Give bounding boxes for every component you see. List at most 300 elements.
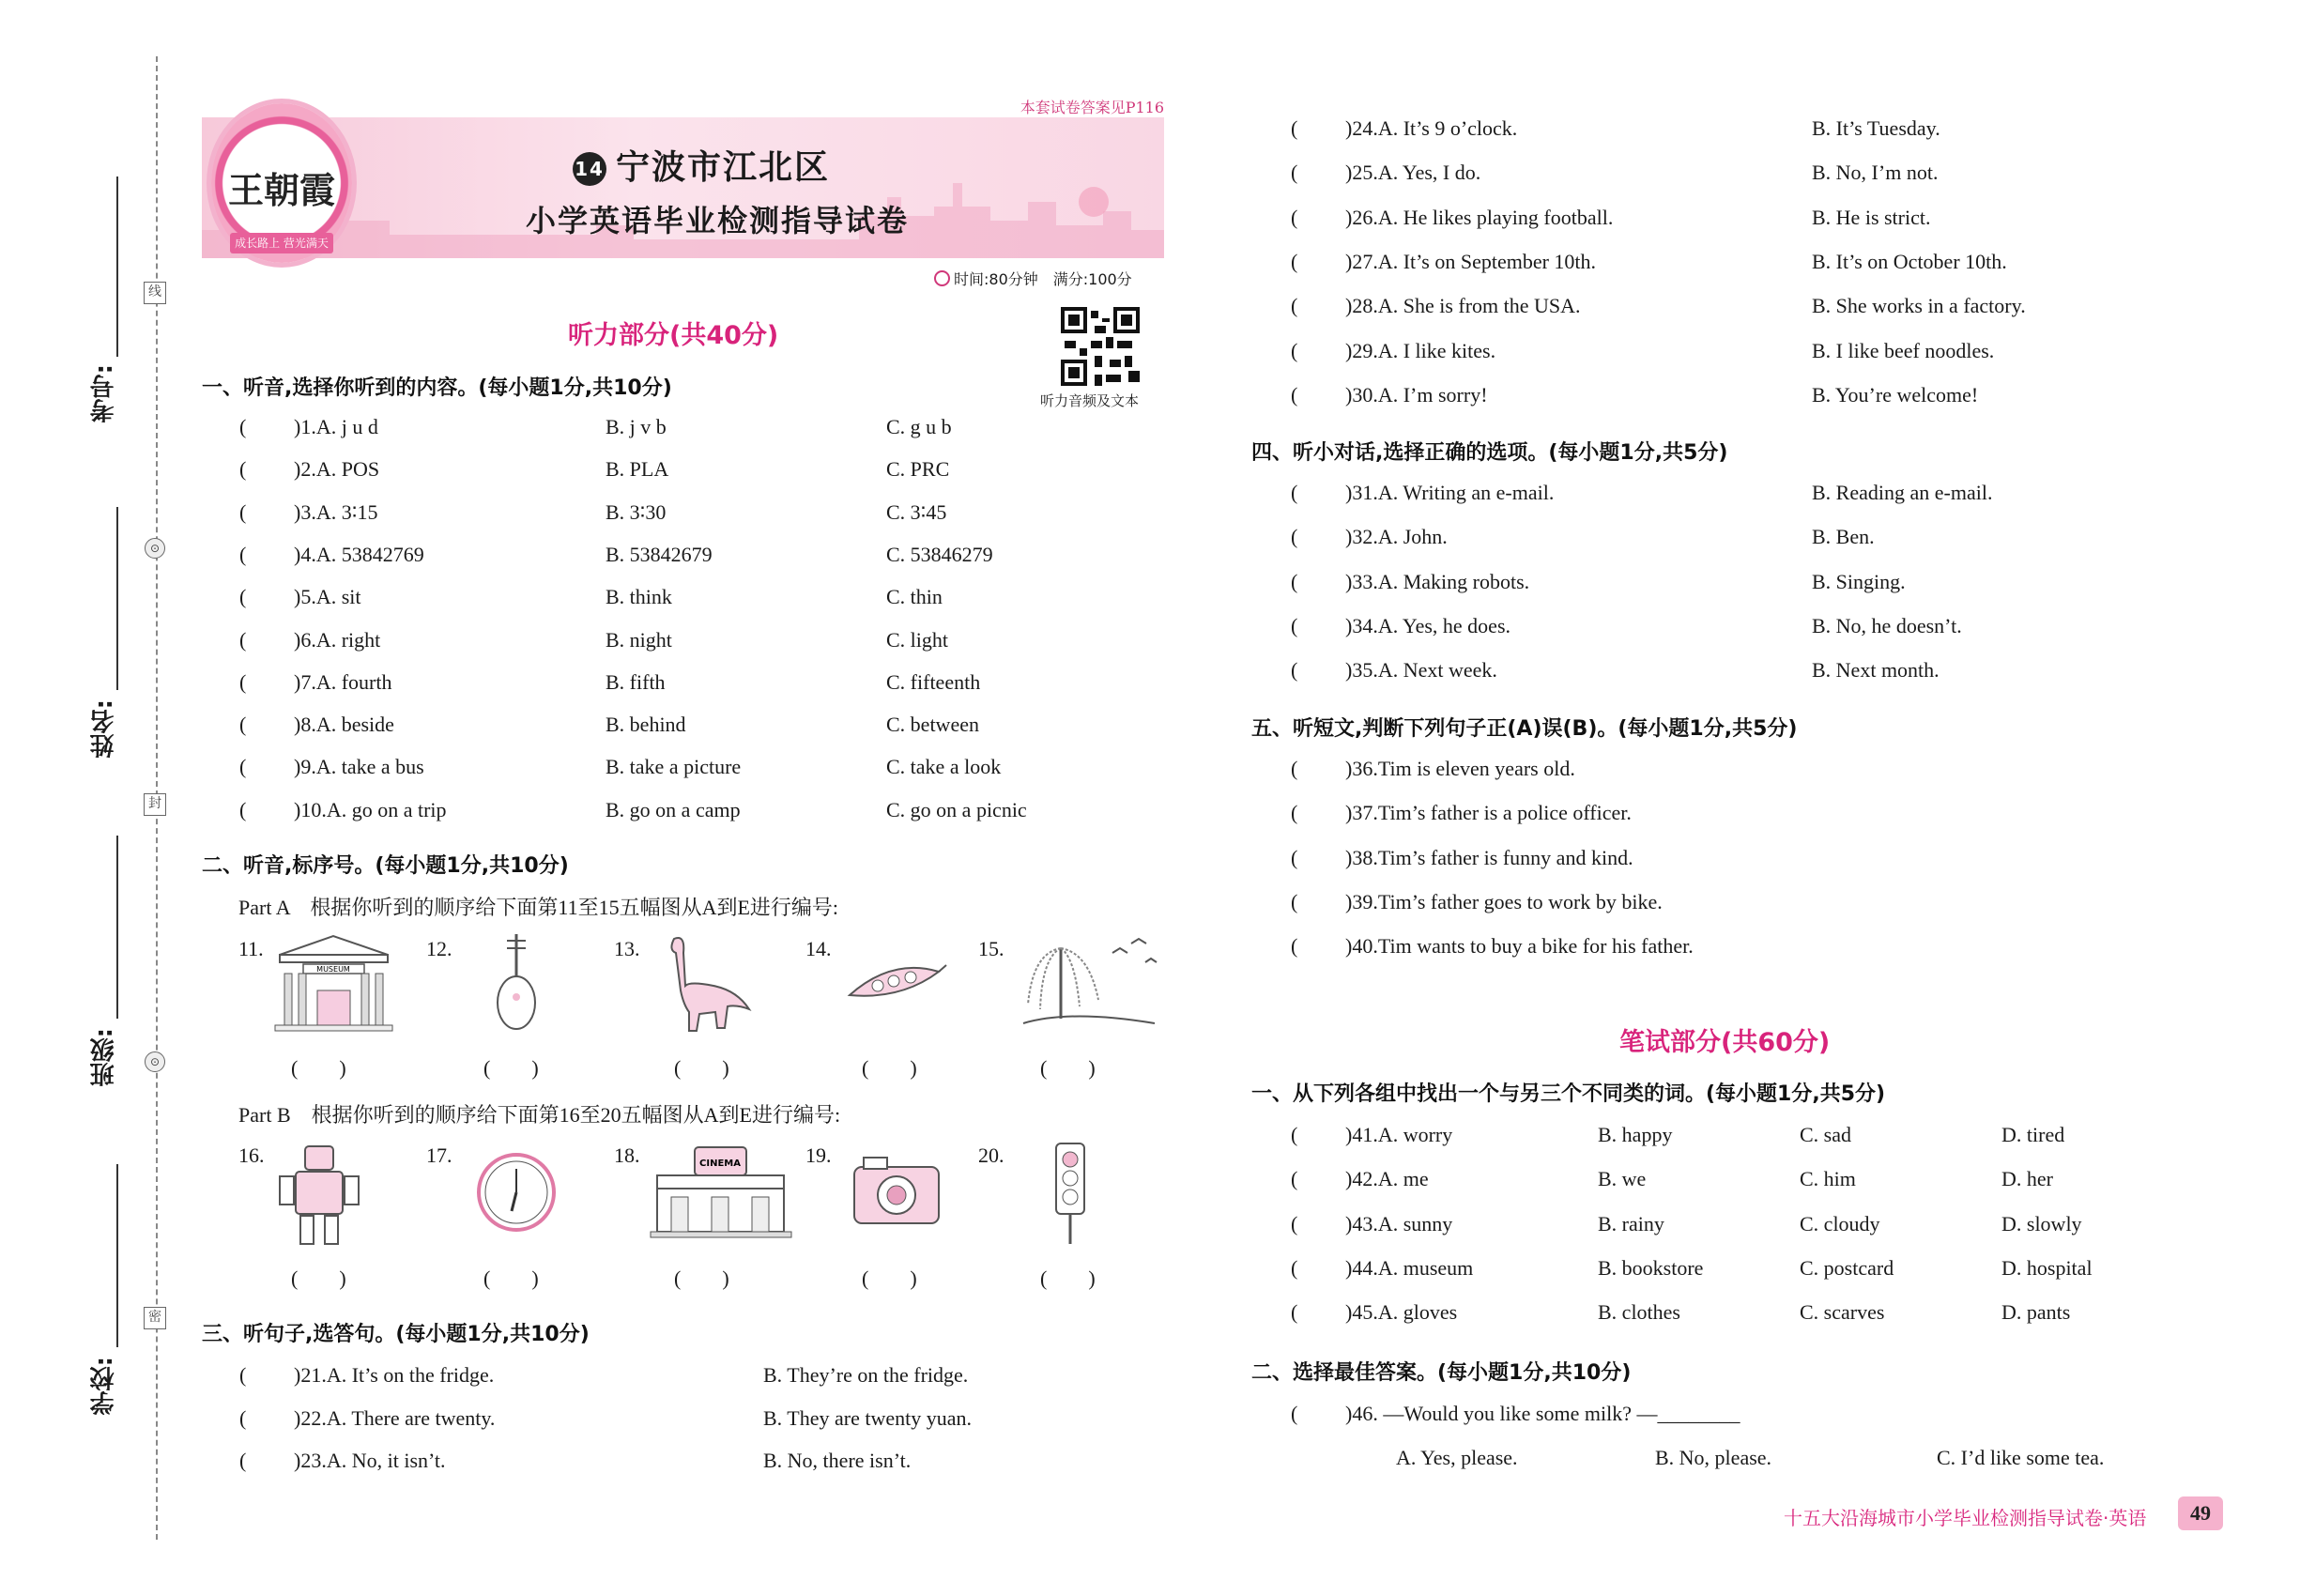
option-a: A. No, it isn’t.	[326, 1449, 446, 1472]
option-a: A. 53842769	[315, 542, 424, 566]
question-stem	[1345, 1123, 1452, 1147]
number-dot: .	[321, 1363, 327, 1387]
option-d: D. her	[2001, 1167, 2053, 1191]
number-dot: .	[311, 415, 316, 438]
paren-close: )	[1345, 569, 1353, 593]
number-dot: .	[1372, 934, 1378, 959]
paren-close: )	[1345, 294, 1353, 318]
question-number: 6	[300, 627, 312, 652]
answer-paren-open[interactable]: (	[239, 457, 247, 482]
answer-blank[interactable]: ( )	[291, 1266, 346, 1290]
pic-number: 13.	[614, 937, 640, 960]
question-number: 5	[300, 585, 312, 609]
option-c: C. thin	[886, 585, 943, 609]
answer-paren-open[interactable]: (	[1291, 116, 1298, 140]
option-b: B. clothes	[1598, 1300, 1680, 1325]
footer-text: 十五大沿海城市小学毕业检测指导试卷·英语	[1784, 1507, 2147, 1529]
listening-s4-title: 四、听小对话,选择正确的选项。(每小题1分,共5分)	[1251, 441, 1728, 465]
answer-paren-open[interactable]: (	[239, 1405, 247, 1430]
cinema-picture	[648, 1145, 793, 1239]
paren-close: )	[294, 499, 301, 524]
option-d: D. pants	[2001, 1300, 2071, 1325]
pic-number: 19.	[805, 1143, 832, 1167]
option-a: A. He likes playing football.	[1377, 205, 1614, 229]
paren-close: )	[294, 713, 301, 737]
answer-blank[interactable]: ( )	[483, 1266, 539, 1290]
question-stem	[294, 670, 391, 695]
question-stem	[1345, 1167, 1429, 1191]
traffic-light-picture	[1051, 1139, 1089, 1247]
option-a: Tim’s father is a police officer.	[1377, 801, 1632, 825]
option-c: C. him	[1800, 1167, 1856, 1191]
answer-blank[interactable]: ( )	[1040, 1266, 1096, 1290]
option-b: B. happy	[1598, 1123, 1673, 1146]
option-b: B. I like beef noodles.	[1812, 338, 1995, 362]
answer-paren-open[interactable]: (	[239, 542, 247, 566]
answer-paren-open[interactable]: (	[1291, 1211, 1298, 1235]
option-a: A. j u d	[315, 415, 378, 438]
answer-note: 本套试卷答案见P116	[1020, 99, 1164, 116]
paren-close: )	[1345, 934, 1353, 959]
answer-paren-open[interactable]: (	[1291, 161, 1298, 185]
number-dot: .	[1372, 205, 1378, 229]
number-dot: .	[1372, 1255, 1378, 1280]
name-line[interactable]	[116, 507, 118, 690]
camera-picture	[850, 1153, 943, 1228]
writing-s1-title: 一、从下列各组中找出一个与另三个不同类的词。(每小题1分,共5分)	[1251, 1082, 1886, 1106]
option-b: B. She works in a factory.	[1812, 294, 2026, 318]
number-dot: .	[311, 457, 316, 482]
question-stem	[1345, 614, 1510, 638]
question-number: 44	[1352, 1255, 1373, 1280]
paren-close: )	[1345, 525, 1353, 549]
paren-close: )	[294, 457, 301, 482]
option-c: C. postcard	[1800, 1255, 1894, 1280]
question-number: 31	[1352, 481, 1373, 504]
answer-blank[interactable]: ( )	[862, 1266, 917, 1290]
answer-paren-open[interactable]: (	[1291, 525, 1298, 549]
answer-paren-open[interactable]: (	[1291, 1402, 1298, 1425]
option-b: B. It’s Tuesday.	[1812, 116, 1940, 140]
answer-paren-open[interactable]: (	[1291, 338, 1298, 362]
question-number: 21	[300, 1363, 322, 1387]
number-dot: .	[1372, 1211, 1378, 1235]
time-info-text: 时间:80分钟 满分:100分	[954, 270, 1132, 288]
option-b: B. Next month.	[1812, 658, 1940, 683]
question-stem	[294, 713, 394, 737]
question-stem	[294, 628, 380, 652]
pic-number: 12.	[426, 937, 452, 960]
listening-s5-title: 五、听短文,判断下列句子正(A)误(B)。(每小题1分,共5分)	[1251, 717, 1798, 741]
logo-ribbon: 成长路上 营光满天	[230, 233, 333, 253]
option-c: C. scarves	[1800, 1300, 1885, 1325]
clock-icon	[934, 270, 950, 286]
number-dot: .	[1372, 845, 1378, 869]
number-dot: .	[1372, 613, 1378, 637]
question-number: 41	[1352, 1123, 1373, 1146]
answer-paren-open[interactable]: (	[1291, 382, 1298, 407]
writing-section-title: 笔试部分(共60分)	[1619, 1028, 1831, 1057]
answer-paren-open[interactable]: (	[1291, 569, 1298, 593]
option-a: A. There are twenty.	[326, 1405, 496, 1430]
answer-blank[interactable]: ( )	[483, 1056, 539, 1080]
listening-section-title: 听力部分(共40分)	[568, 321, 779, 350]
number-dot: .	[1372, 382, 1378, 407]
option-a: A. Writing an e-mail.	[1377, 481, 1555, 504]
dinosaur-picture	[648, 929, 756, 1037]
school-label: 学校:	[90, 1357, 118, 1416]
pipa-picture	[488, 929, 544, 1033]
answer-paren-open[interactable]: (	[239, 755, 247, 779]
number-dot: .	[1372, 801, 1378, 825]
option-a: A. Yes, I do.	[1377, 161, 1481, 185]
question-stem	[1345, 525, 1448, 549]
question-number: 36	[1352, 757, 1373, 780]
answer-paren-open[interactable]: (	[1291, 889, 1298, 913]
option-a: Tim’s father goes to work by bike.	[1377, 889, 1663, 913]
paren-close: )	[294, 1363, 301, 1387]
writing-s2-title: 二、选择最佳答案。(每小题1分,共10分)	[1251, 1361, 1632, 1385]
question-number: 40	[1352, 934, 1373, 959]
paren-close: )	[294, 1405, 301, 1430]
answer-paren-open[interactable]: (	[1291, 1300, 1298, 1325]
number-dot: .	[1372, 249, 1378, 273]
option-b: B. Reading an e-mail.	[1812, 481, 1993, 504]
number-dot: .	[1372, 161, 1378, 185]
answer-paren-open[interactable]: (	[1291, 1123, 1298, 1146]
listening-s1-title: 一、听音,选择你听到的内容。(每小题1分,共10分)	[202, 376, 672, 400]
question-stem	[1345, 934, 1694, 959]
page-number: 49	[2178, 1496, 2223, 1530]
school-line[interactable]	[116, 1164, 118, 1347]
number-dot: .	[1372, 1123, 1378, 1146]
exam-no-label: 考号:	[90, 364, 118, 423]
question-number: 29	[1352, 338, 1373, 362]
binding-hole: ⊙	[145, 1051, 165, 1072]
option-a: Tim wants to buy a bike for his father.	[1377, 934, 1694, 959]
question-stem	[1345, 757, 1575, 781]
page-title	[573, 141, 830, 189]
q46-option-c: C. I’d like some tea.	[1937, 1446, 2105, 1469]
option-d: D. hospital	[2001, 1255, 2093, 1280]
option-b: B. No, there isn’t.	[763, 1449, 912, 1472]
number-dot: .	[1372, 889, 1378, 913]
option-b: B. No, I’m not.	[1812, 161, 1939, 185]
option-a: A. Yes, he does.	[1377, 613, 1511, 637]
answer-paren-open[interactable]: (	[239, 713, 247, 737]
option-a: A. sunny	[1377, 1211, 1453, 1235]
question-number: 38	[1352, 845, 1373, 869]
question-number: 23	[300, 1449, 322, 1472]
number-dot: .	[1372, 481, 1378, 504]
option-c: C. go on a picnic	[886, 797, 1027, 821]
answer-paren-open[interactable]: (	[1291, 249, 1298, 273]
answer-blank[interactable]: ( )	[674, 1266, 729, 1290]
paren-close: )	[1345, 757, 1353, 780]
option-b: B. rainy	[1598, 1211, 1664, 1235]
question-stem	[294, 1406, 495, 1431]
museum-sign: MUSEUM	[316, 965, 350, 974]
question-stem	[1345, 481, 1554, 505]
option-a: A. go on a trip	[326, 797, 447, 821]
option-b: B. They are twenty yuan.	[763, 1405, 972, 1430]
number-dot: .	[1372, 1167, 1378, 1191]
option-b: B. 3∶30	[606, 499, 667, 524]
option-a: A. It’s on September 10th.	[1377, 249, 1597, 273]
paren-close: )	[294, 415, 301, 438]
option-a: A. beside	[315, 713, 394, 737]
question-stem	[294, 1449, 446, 1473]
question-number: 42	[1352, 1167, 1373, 1191]
q46-option-a: A. Yes, please.	[1396, 1446, 1518, 1469]
paren-close: )	[1345, 1255, 1353, 1280]
question-stem	[1345, 801, 1632, 825]
option-b: B. we	[1598, 1167, 1647, 1191]
question-stem	[1345, 1256, 1473, 1281]
answer-paren-open[interactable]: (	[1291, 1167, 1298, 1191]
question-number: 3	[300, 499, 312, 524]
option-b: B. go on a camp	[606, 797, 741, 821]
brand-logo	[211, 103, 352, 263]
answer-paren-open[interactable]: (	[1291, 801, 1298, 825]
option-a: A. POS	[315, 457, 380, 482]
option-a: A. worry	[1377, 1123, 1453, 1146]
number-dot: .	[311, 627, 316, 652]
paren-close: )	[1345, 1300, 1353, 1325]
question-number: 1	[300, 415, 312, 438]
paren-close: )	[1345, 1402, 1353, 1425]
binding-mark-mi: 密	[144, 1307, 166, 1329]
paren-close: )	[294, 755, 301, 779]
paren-close: )	[294, 585, 301, 609]
pic-number: 14.	[805, 937, 832, 960]
answer-paren-open[interactable]: (	[1291, 481, 1298, 504]
number-dot: .	[311, 755, 316, 779]
part-a-instruction: Part A 根据你听到的顺序给下面第11至15五幅图从A到E进行编号:	[238, 896, 839, 919]
question-stem	[1345, 1212, 1452, 1236]
page-subtitle: 小学英语毕业检测指导试卷	[526, 203, 910, 238]
question-stem	[294, 457, 379, 482]
answer-paren-open[interactable]: (	[239, 1449, 247, 1472]
question-stem	[1345, 161, 1480, 185]
question-stem	[294, 543, 424, 567]
option-a: A. gloves	[1377, 1300, 1458, 1325]
question-stem	[1345, 890, 1663, 914]
answer-paren-open[interactable]: (	[239, 585, 247, 609]
option-c: C. sad	[1800, 1123, 1851, 1146]
binding-hole: ⊙	[145, 538, 165, 559]
option-b: B. bookstore	[1598, 1255, 1704, 1280]
option-d: D. slowly	[2001, 1211, 2082, 1235]
class-label: 班级:	[90, 1028, 118, 1087]
qr-code-icon[interactable]	[1061, 307, 1140, 386]
option-a: Tim’s father is funny and kind.	[1377, 845, 1633, 869]
answer-paren-open[interactable]: (	[1291, 757, 1298, 780]
option-c: C. PRC	[886, 457, 950, 482]
question-number: 4	[300, 542, 312, 566]
question-number: 45	[1352, 1300, 1373, 1325]
option-b: B. 53842679	[606, 542, 713, 566]
robot-picture	[272, 1139, 366, 1251]
option-a: A. John.	[1377, 525, 1448, 549]
pic-number: 20.	[978, 1143, 1004, 1167]
question-number: 8	[300, 713, 312, 737]
option-a: A. Making robots.	[1377, 569, 1530, 593]
listening-s3-title: 三、听句子,选答句。(每小题1分,共10分)	[202, 1323, 590, 1346]
question-number: 27	[1352, 249, 1373, 273]
qr-caption: 听力音频及文本	[1040, 392, 1140, 409]
option-b: B. They’re on the fridge.	[763, 1363, 969, 1387]
paren-close: )	[1345, 338, 1353, 362]
answer-paren-open[interactable]: (	[239, 669, 247, 694]
option-c: C. 53846279	[886, 542, 993, 566]
logo-text: 王朝霞	[227, 169, 335, 211]
paren-close: )	[294, 797, 301, 821]
option-a: A. fourth	[315, 669, 392, 694]
option-b: B. j v b	[606, 415, 667, 438]
answer-paren-open[interactable]: (	[1291, 1255, 1298, 1280]
class-line[interactable]	[116, 836, 118, 1019]
question-stem	[1345, 206, 1613, 230]
paren-close: )	[294, 669, 301, 694]
number-dot: .	[1372, 1300, 1378, 1325]
paren-close: )	[1345, 845, 1353, 869]
option-c: C. light	[886, 627, 949, 652]
option-a: A. Next week.	[1377, 658, 1497, 683]
answer-blank[interactable]: ( )	[674, 1056, 729, 1080]
paren-close: )	[294, 627, 301, 652]
pic-number: 16.	[238, 1143, 265, 1167]
answer-paren-open[interactable]: (	[1291, 294, 1298, 318]
option-b: B. Singing.	[1812, 569, 1906, 593]
number-dot: .	[311, 542, 316, 566]
paren-close: )	[1345, 1167, 1353, 1191]
option-a: A. I like kites.	[1377, 338, 1496, 362]
question-stem	[294, 1363, 494, 1388]
peas-picture	[845, 958, 948, 1014]
question-number: 9	[300, 755, 312, 779]
paren-close: )	[1345, 658, 1353, 683]
binding-mark-feng: 封	[144, 793, 166, 816]
q46-question: 46. —Would you like some milk? —________	[1352, 1402, 1740, 1425]
question-number: 28	[1352, 294, 1373, 318]
binding-mark-xian: 线	[144, 282, 166, 304]
number-dot: .	[1372, 757, 1378, 780]
question-stem	[1345, 383, 1488, 407]
paren-close: )	[294, 542, 301, 566]
option-b: B. You’re welcome!	[1812, 382, 1979, 407]
answer-paren-open[interactable]: (	[239, 1363, 247, 1387]
answer-paren-open[interactable]: (	[1291, 845, 1298, 869]
paren-close: )	[1345, 382, 1353, 407]
option-b: B. He is strict.	[1812, 205, 1931, 229]
clock-picture	[474, 1150, 559, 1235]
answer-blank[interactable]: ( )	[1040, 1056, 1096, 1080]
answer-paren-open[interactable]: (	[239, 627, 247, 652]
answer-paren-open[interactable]: (	[1291, 613, 1298, 637]
answer-paren-open[interactable]: (	[239, 415, 247, 438]
question-number: 35	[1352, 658, 1373, 683]
time-info	[934, 268, 1132, 289]
paren-close: )	[1345, 801, 1353, 825]
question-number: 2	[300, 457, 312, 482]
option-b: B. take a picture	[606, 755, 742, 779]
question-number: 39	[1352, 889, 1373, 913]
answer-paren-open[interactable]: (	[1291, 205, 1298, 229]
paren-close: )	[1345, 116, 1353, 140]
paren-close: )	[1345, 613, 1353, 637]
part-b-instruction: Part B 根据你听到的顺序给下面第16至20五幅图从A到E进行编号:	[238, 1103, 841, 1127]
number-dot: .	[1372, 294, 1378, 318]
option-b: B. think	[606, 585, 672, 609]
number-dot: .	[1372, 525, 1378, 549]
question-stem	[1345, 1300, 1457, 1325]
question-stem	[1345, 250, 1596, 274]
number-dot: .	[1372, 338, 1378, 362]
option-c: C. cloudy	[1800, 1211, 1880, 1235]
answer-paren-open[interactable]: (	[239, 499, 247, 524]
option-a: A. I’m sorry!	[1377, 382, 1488, 407]
option-c: C. take a look	[886, 755, 1002, 779]
answer-paren-open[interactable]: (	[1291, 934, 1298, 959]
listening-s2-title: 二、听音,标序号。(每小题1分,共10分)	[202, 854, 569, 878]
option-a: A. me	[1377, 1167, 1429, 1191]
answer-blank[interactable]: ( )	[862, 1056, 917, 1080]
title-text: 宁波市江北区	[616, 148, 831, 187]
paren-close: )	[1345, 161, 1353, 185]
option-b: B. fifth	[606, 669, 666, 694]
question-stem	[1345, 339, 1495, 363]
pic-number: 17.	[426, 1143, 452, 1167]
option-c: C. g u b	[886, 415, 952, 438]
number-dot: .	[321, 1449, 327, 1472]
paren-close: )	[1345, 205, 1353, 229]
question-number: 34	[1352, 613, 1373, 637]
option-b: B. night	[606, 627, 672, 652]
paren-close: )	[294, 1449, 301, 1472]
name-label: 姓名:	[90, 699, 118, 759]
number-dot: .	[311, 669, 316, 694]
answer-blank[interactable]: ( )	[291, 1056, 346, 1080]
pic-number: 15.	[978, 937, 1004, 960]
option-a: A. 3∶15	[315, 499, 378, 524]
paren-close: )	[1345, 1123, 1353, 1146]
question-stem	[1345, 294, 1581, 318]
option-a: A. She is from the USA.	[1377, 294, 1581, 318]
willow-tree-picture	[1014, 929, 1164, 1037]
exam-no-line[interactable]	[116, 176, 118, 357]
question-stem	[294, 500, 377, 525]
paren-close: )	[1345, 249, 1353, 273]
paren-close: )	[1345, 1211, 1353, 1235]
paren-close: )	[1345, 481, 1353, 504]
question-stem	[294, 415, 378, 439]
option-a: A. take a bus	[315, 755, 424, 779]
option-d: D. tired	[2001, 1123, 2065, 1146]
cinema-sign: CINEMA	[699, 1159, 741, 1169]
question-number: 26	[1352, 205, 1373, 229]
option-a: A. It’s 9 o’clock.	[1377, 116, 1518, 140]
paren-close: )	[1345, 889, 1353, 913]
question-stem	[1345, 846, 1633, 870]
question-number: 32	[1352, 525, 1373, 549]
number-dot: .	[311, 713, 316, 737]
question-number: 33	[1352, 569, 1373, 593]
number-dot: .	[1372, 658, 1378, 683]
answer-paren-open[interactable]: (	[239, 797, 247, 821]
number-dot: .	[321, 797, 327, 821]
answer-paren-open[interactable]: (	[1291, 658, 1298, 683]
